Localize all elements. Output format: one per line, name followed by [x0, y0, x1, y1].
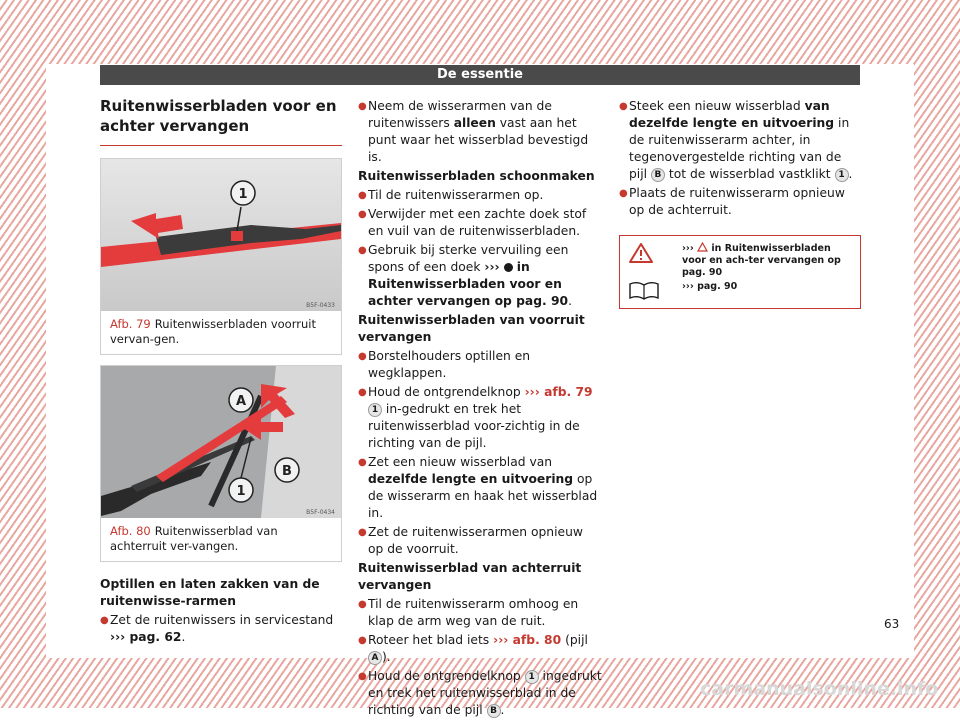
figure-link[interactable]: ››› afb. 79: [524, 385, 593, 399]
figure-80-number: Afb. 80: [110, 524, 151, 538]
callout-ref-1: 1: [368, 403, 382, 417]
warning-link[interactable]: in Ruitenwisserbladen voor en achter vervangen op pag. 90: [368, 260, 569, 308]
bullet: ● Plaats de ruitenwisserarm opnieuw op de achterruit.: [619, 185, 861, 219]
figure-79-illustration: [101, 159, 341, 311]
warning-reference[interactable]: ››› in Ruitenwisserbladen voor en ach-ter vervangen op pag. 90: [682, 243, 841, 278]
callout-a: A: [235, 394, 247, 409]
figure-code: B5F-0433: [306, 302, 335, 309]
callout-1: 1: [238, 187, 248, 202]
info-icon: [504, 263, 513, 272]
callout-ref-a: A: [368, 651, 382, 665]
column-1: [100, 96, 342, 648]
callout-ref-b: B: [487, 704, 501, 718]
bullet: ● Roteer het blad iets ››› afb. 80 (pijl A ).: [358, 632, 602, 666]
bullet: ● Borstelhouders optillen en wegklappen.: [358, 348, 602, 382]
release-button: [231, 231, 243, 241]
bullet: ● Steek een nieuw wisserblad van dezelfde lengte en uitvoering in de ruitenwisserarm achter, in tegenovergestelde richting van de pijl B tot de wisserblad vastklikt 1 .: [619, 98, 861, 183]
bullet: ● Til de ruitenwisserarm omhoog en klap de arm weg van de ruit.: [358, 596, 602, 630]
bullet: ● Verwijder met een zachte doek stof en vuil van de ruitenwisserbladen.: [358, 206, 602, 240]
bullet: ● Zet de ruitenwisserarmen opnieuw op de voorruit.: [358, 524, 602, 558]
watermark: carmanualsonline.info: [700, 678, 939, 700]
subheading-optillen: Optillen en laten zakken van de ruitenwisse-rarmen: [100, 577, 320, 608]
subheading-achterruit: Ruitenwisserblad van achterruit vervangen: [358, 561, 582, 592]
chevron-link[interactable]: ›››: [484, 260, 512, 274]
column-3: [619, 96, 861, 309]
bullet: ● Til de ruitenwisserarmen op.: [358, 187, 602, 204]
bullet: ● Gebruik bij sterke vervuiling een spons of een doek ››› in Ruitenwisserbladen voor en achter vervangen op pag. 90.: [358, 242, 602, 310]
bullet: ● Zet een nieuw wisserblad van dezelfde lengte en uitvoering op de wisserarm en haak het wisserblad in.: [358, 454, 602, 522]
bullet: ● Zet de ruitenwissers in servicestand ››› pag. 62.: [100, 612, 342, 646]
warning-triangle-icon: [628, 242, 654, 264]
callout-ref-1: 1: [835, 168, 849, 182]
figure-79-caption-text: Ruitenwisserbladen voorruit vervan-gen.: [110, 317, 316, 346]
figure-79-caption: [101, 311, 341, 354]
section-title: Ruitenwisserbladen voor en achter vervangen: [100, 97, 337, 135]
figure-79-number: Afb. 79: [110, 317, 151, 331]
book-reference[interactable]: ››› pag. 90: [682, 281, 738, 292]
page-number: 63: [884, 617, 900, 631]
figure-80: [100, 365, 342, 562]
figure-80-caption: [101, 518, 341, 561]
bullet: ● Houd de ontgrendelknop 1 ingedrukt en trek het ruitenwisserblad in de richting van de pijl B .: [358, 668, 602, 719]
title-rule: [100, 145, 342, 146]
figure-link[interactable]: ››› afb. 80: [493, 633, 562, 647]
page-link[interactable]: ››› pag. 62: [110, 630, 182, 644]
figure-80-illustration: [101, 366, 341, 518]
page-header: De essentie: [100, 65, 860, 85]
figure-79: [100, 158, 342, 355]
callout-1: 1: [236, 484, 246, 499]
column-2: [358, 96, 602, 721]
subheading-voorruit: Ruitenwisserbladen van voorruit vervangen: [358, 313, 585, 344]
bullet: ● Houd de ontgrendelknop ››› afb. 79 1 in-gedrukt en trek het ruitenwisserblad voor-zichtig in de richting van de pijl.: [358, 384, 602, 452]
figure-code: B5F-0434: [306, 509, 335, 516]
warning-note-box: [619, 235, 861, 309]
callout-ref-1: 1: [525, 670, 539, 684]
callout-b: B: [282, 464, 292, 479]
figure-80-caption-text: Ruitenwisserblad van achterruit ver-vangen.: [110, 524, 278, 553]
subheading-schoonmaken: Ruitenwisserbladen schoonmaken: [358, 169, 595, 183]
callout-ref-b: B: [651, 168, 665, 182]
warning-small-icon: [697, 242, 708, 252]
bullet: ● Neem de wisserarmen van de ruitenwissers alleen vast aan het punt waar het wisserblad bevestigd is.: [358, 98, 602, 166]
book-icon: [628, 280, 660, 300]
